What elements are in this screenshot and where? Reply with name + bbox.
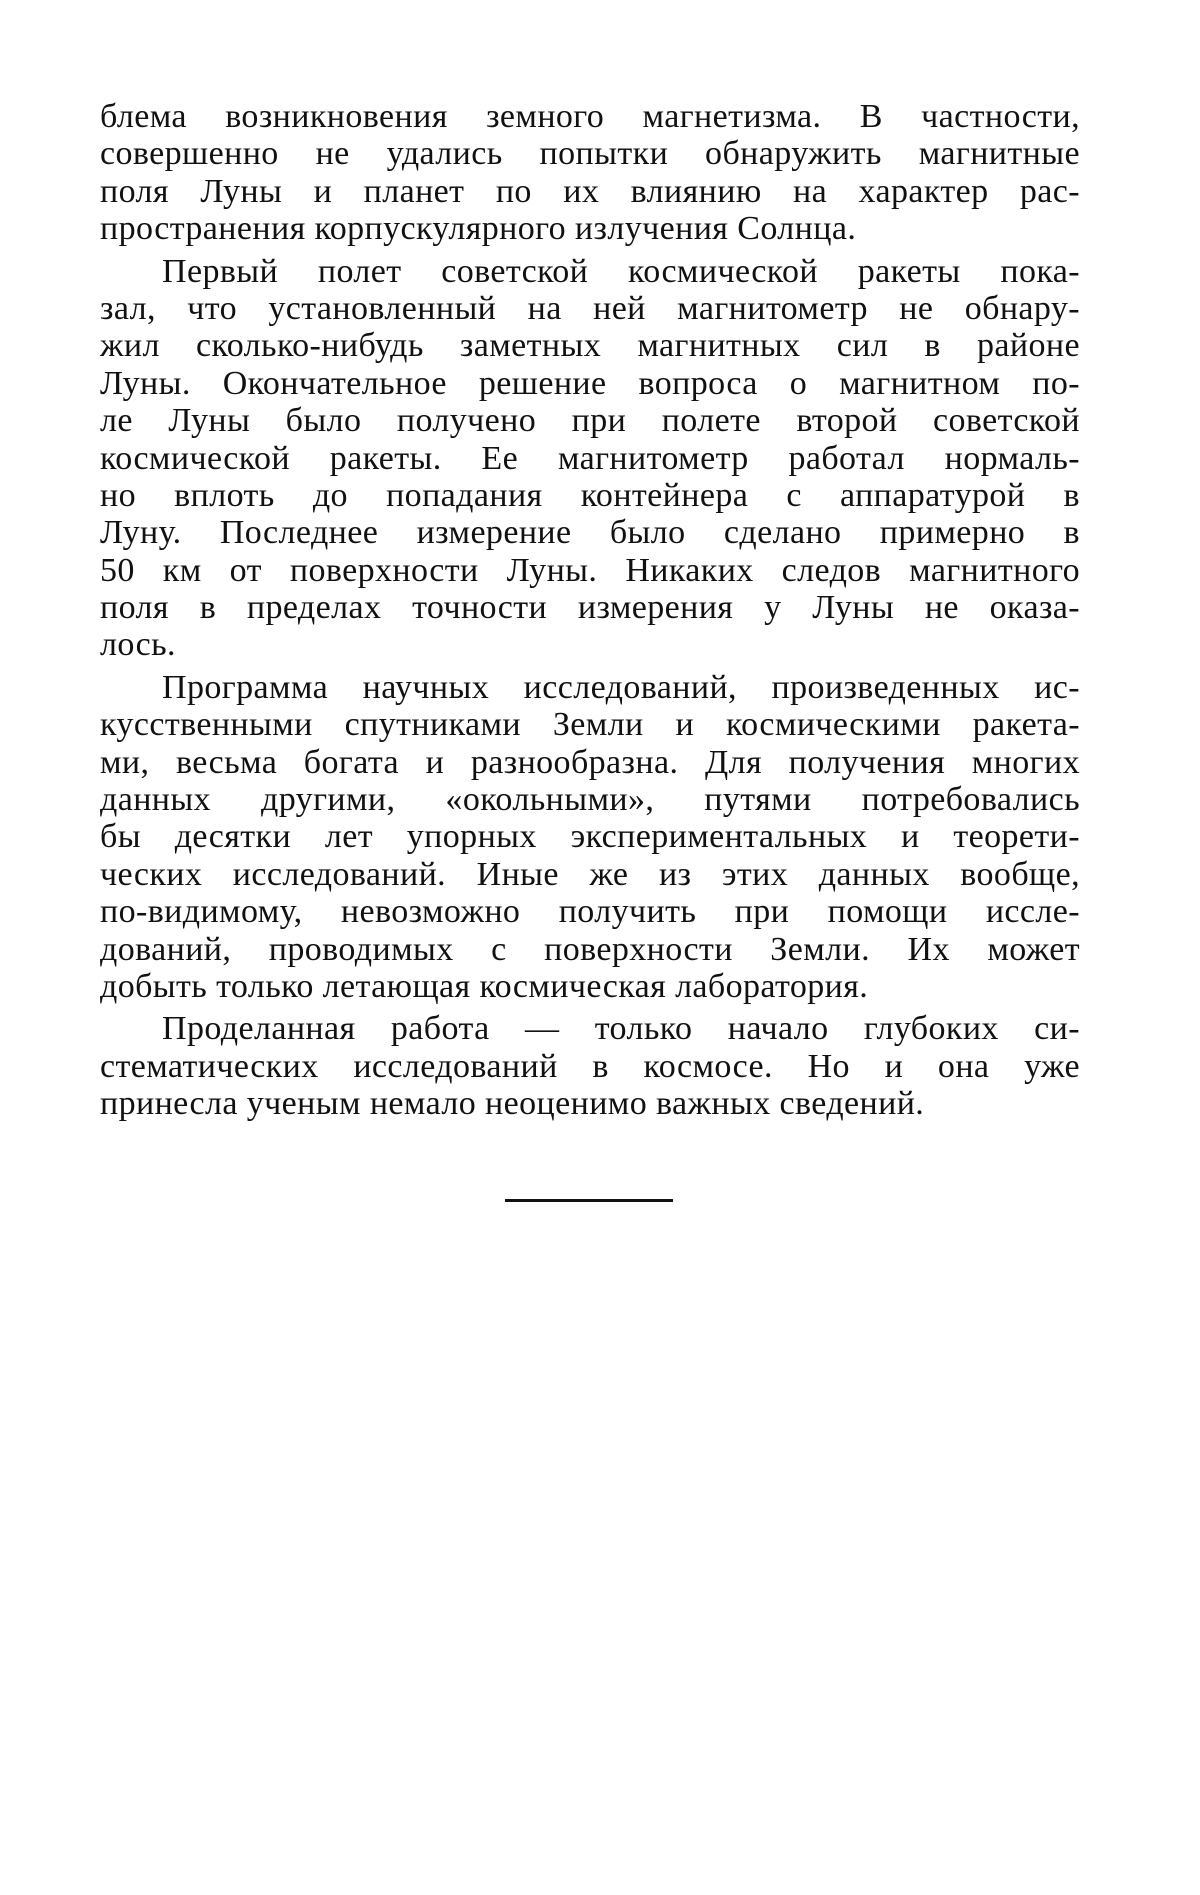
text-line: бы десятки лет упорных экспериментальных и теорети- xyxy=(100,818,1080,856)
text-line: но вплоть до попадания контейнера с аппаратурой в xyxy=(100,476,1080,514)
text-line: 50 км от поверхности Луны. Никаких следов магнитного xyxy=(100,551,1080,589)
text-line: зал, что установленный на ней магнитометр не обнару- xyxy=(100,289,1080,327)
text-line: ми, весьма богата и разнообразна. Для получения многих xyxy=(100,743,1080,781)
text-line: поля Луны и планет по их влиянию на характер рас- xyxy=(100,172,1080,210)
text-line: Луну. Последнее измерение было сделано примерно в xyxy=(100,514,1080,552)
section-end-rule xyxy=(505,1199,673,1202)
text-line: данных другими, «окольными», путями потребовались xyxy=(100,781,1080,819)
paragraph-2 xyxy=(100,253,1080,664)
text-line: дований, проводимых с поверхности Земли. Их может xyxy=(100,930,1080,968)
text-line: ле Луны было получено при полете второй советской xyxy=(100,402,1080,440)
text-line: стематических исследований в космосе. Но и она уже xyxy=(100,1047,1080,1085)
text-line: Луны. Окончательное решение вопроса о магнитном по- xyxy=(100,364,1080,402)
text-line: жил сколько-нибудь заметных магнитных сил в районе xyxy=(100,327,1080,365)
page-body xyxy=(100,98,1080,1128)
paragraph-3 xyxy=(100,669,1080,1006)
text-line: пространения корпускулярного излучения Солнца. xyxy=(100,210,857,248)
text-line: поля в пределах точности измерения у Луны не оказа- xyxy=(100,589,1080,627)
text-line: блема возникновения земного магнетизма. В частности, xyxy=(100,98,1080,135)
text-line: Проделанная работа — только начало глубоких си- xyxy=(162,1010,1080,1048)
text-line: Программа научных исследований, произведенных ис- xyxy=(162,668,1080,706)
text-line: лось. xyxy=(100,626,176,664)
text-line: принесла ученым немало неоценимо важных сведений. xyxy=(100,1085,925,1123)
text-line: совершенно не удались попытки обнаружить магнитные xyxy=(100,135,1080,173)
text-line: добыть только летающая космическая лаборатория. xyxy=(100,967,869,1005)
text-line: по-видимому, невозможно получить при помощи иссле- xyxy=(100,893,1080,931)
text-line: кусственными спутниками Земли и космическими ракета- xyxy=(100,706,1080,744)
paragraph-1 xyxy=(100,98,1080,248)
paragraph-4 xyxy=(100,1010,1080,1122)
text-line: космической ракеты. Ее магнитометр работал нормаль- xyxy=(100,439,1080,477)
text-line: Первый полет советской космической ракеты пока- xyxy=(162,252,1080,290)
text-line: ческих исследований. Иные же из этих данных вообще, xyxy=(100,855,1080,893)
